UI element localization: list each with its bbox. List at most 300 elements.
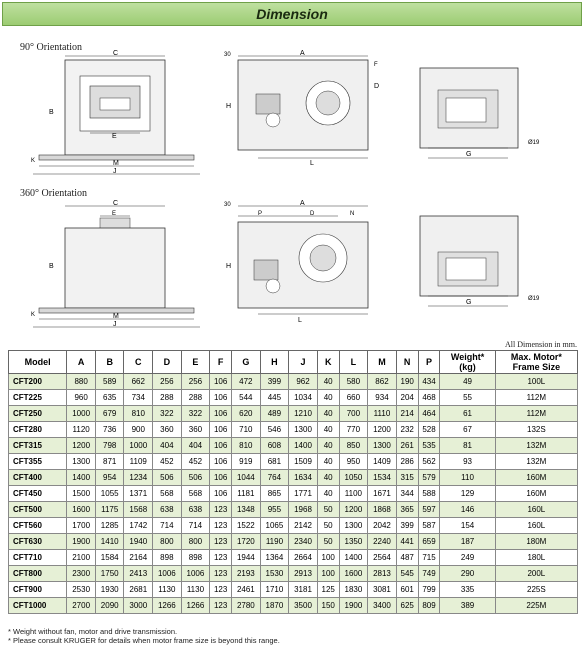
model-cell: CFT280 bbox=[9, 422, 67, 438]
dim-c-label-2: C bbox=[113, 200, 119, 207]
value-cell: 528 bbox=[418, 422, 440, 438]
value-cell: 580 bbox=[339, 374, 368, 390]
dim-a-label-2: A bbox=[300, 200, 305, 207]
value-cell: 100 bbox=[317, 566, 339, 582]
value-cell: 1771 bbox=[289, 486, 318, 502]
value-cell: 50 bbox=[317, 534, 339, 550]
column-header: H bbox=[260, 351, 289, 374]
value-cell: 150 bbox=[317, 598, 339, 614]
model-cell: CFT355 bbox=[9, 454, 67, 470]
value-cell: 472 bbox=[232, 374, 261, 390]
value-cell: 365 bbox=[396, 502, 418, 518]
value-cell: 710 bbox=[232, 422, 261, 438]
value-cell: 180L bbox=[495, 550, 577, 566]
dim-m-label-2: M bbox=[113, 313, 119, 320]
value-cell: 1350 bbox=[339, 534, 368, 550]
value-cell: 1364 bbox=[260, 550, 289, 566]
value-cell: 249 bbox=[440, 550, 495, 566]
value-cell: 1000 bbox=[124, 438, 153, 454]
dimension-table bbox=[8, 350, 578, 614]
dim-h-label-2: H bbox=[226, 263, 232, 270]
value-cell: 1750 bbox=[95, 566, 124, 582]
value-cell: 112M bbox=[495, 406, 577, 422]
column-header: L bbox=[339, 351, 368, 374]
dim-k-label: K bbox=[31, 158, 36, 164]
value-cell: 810 bbox=[232, 438, 261, 454]
orientation-360-label: 360° Orientation bbox=[20, 188, 88, 199]
value-cell: 100 bbox=[317, 550, 339, 566]
value-cell: 360 bbox=[181, 422, 210, 438]
value-cell: 1870 bbox=[260, 598, 289, 614]
value-cell: 1181 bbox=[232, 486, 261, 502]
value-cell: 545 bbox=[396, 566, 418, 582]
value-cell: 1285 bbox=[95, 518, 124, 534]
value-cell: 1200 bbox=[339, 502, 368, 518]
value-cell: 1671 bbox=[368, 486, 397, 502]
value-cell: 2193 bbox=[232, 566, 261, 582]
value-cell: 962 bbox=[289, 374, 318, 390]
value-cell: 588 bbox=[418, 486, 440, 502]
value-cell: 256 bbox=[153, 374, 182, 390]
value-cell: 960 bbox=[67, 390, 96, 406]
value-cell: 50 bbox=[317, 502, 339, 518]
value-cell: 434 bbox=[418, 374, 440, 390]
value-cell: 862 bbox=[368, 374, 397, 390]
dim-k-label-2: K bbox=[31, 312, 36, 318]
value-cell: 2530 bbox=[67, 582, 96, 598]
value-cell: 129 bbox=[440, 486, 495, 502]
value-cell: 132S bbox=[495, 422, 577, 438]
value-cell: 225M bbox=[495, 598, 577, 614]
value-cell: 190 bbox=[396, 374, 418, 390]
column-header: E bbox=[181, 351, 210, 374]
value-cell: 187 bbox=[440, 534, 495, 550]
table-body bbox=[9, 374, 578, 614]
value-cell: 123 bbox=[210, 534, 232, 550]
value-cell: 1266 bbox=[153, 598, 182, 614]
value-cell: 2700 bbox=[67, 598, 96, 614]
column-header: Max. Motor* Frame Size bbox=[495, 351, 577, 374]
value-cell: 1700 bbox=[67, 518, 96, 534]
value-cell: 546 bbox=[260, 422, 289, 438]
value-cell: 3500 bbox=[289, 598, 318, 614]
value-cell: 256 bbox=[181, 374, 210, 390]
value-cell: 112M bbox=[495, 390, 577, 406]
value-cell: 232 bbox=[396, 422, 418, 438]
value-cell: 452 bbox=[181, 454, 210, 470]
dim-30-label-2: 30 bbox=[224, 202, 231, 208]
value-cell: 1300 bbox=[339, 518, 368, 534]
value-cell: 898 bbox=[181, 550, 210, 566]
value-cell: 934 bbox=[368, 390, 397, 406]
value-cell: 123 bbox=[210, 566, 232, 582]
column-header: C bbox=[124, 351, 153, 374]
value-cell: 399 bbox=[260, 374, 289, 390]
value-cell: 770 bbox=[339, 422, 368, 438]
table-row bbox=[9, 598, 578, 614]
value-cell: 1600 bbox=[67, 502, 96, 518]
value-cell: 568 bbox=[153, 486, 182, 502]
footnote-motor: * Please consult KRUGER for details when motor frame size is beyond this range. bbox=[8, 636, 280, 645]
value-cell: 799 bbox=[418, 582, 440, 598]
value-cell: 715 bbox=[418, 550, 440, 566]
value-cell: 900 bbox=[124, 422, 153, 438]
value-cell: 2164 bbox=[124, 550, 153, 566]
dim-e-label-2: E bbox=[112, 211, 117, 217]
column-header: J bbox=[289, 351, 318, 374]
value-cell: 81 bbox=[440, 438, 495, 454]
value-cell: 335 bbox=[440, 582, 495, 598]
column-header: P bbox=[418, 351, 440, 374]
value-cell: 1175 bbox=[95, 502, 124, 518]
value-cell: 700 bbox=[339, 406, 368, 422]
value-cell: 1400 bbox=[289, 438, 318, 454]
value-cell: 1050 bbox=[339, 470, 368, 486]
value-cell: 154 bbox=[440, 518, 495, 534]
value-cell: 315 bbox=[396, 470, 418, 486]
value-cell: 160L bbox=[495, 502, 577, 518]
value-cell: 40 bbox=[317, 390, 339, 406]
value-cell: 608 bbox=[260, 438, 289, 454]
dim-j-label-2: J bbox=[113, 321, 117, 328]
value-cell: 1300 bbox=[368, 438, 397, 454]
table-row bbox=[9, 534, 578, 550]
value-cell: 1710 bbox=[260, 582, 289, 598]
value-cell: 659 bbox=[418, 534, 440, 550]
value-cell: 67 bbox=[440, 422, 495, 438]
value-cell: 61 bbox=[440, 406, 495, 422]
value-cell: 1190 bbox=[260, 534, 289, 550]
value-cell: 322 bbox=[181, 406, 210, 422]
value-cell: 1509 bbox=[289, 454, 318, 470]
table-row bbox=[9, 374, 578, 390]
value-cell: 40 bbox=[317, 470, 339, 486]
value-cell: 344 bbox=[396, 486, 418, 502]
footnotes bbox=[8, 627, 280, 645]
value-cell: 3181 bbox=[289, 582, 318, 598]
dim-g-label-2: G bbox=[466, 299, 472, 306]
value-cell: 1006 bbox=[153, 566, 182, 582]
column-header: B bbox=[95, 351, 124, 374]
value-cell: 2100 bbox=[67, 550, 96, 566]
value-cell: 810 bbox=[124, 406, 153, 422]
dim-e-label: E bbox=[112, 133, 117, 140]
value-cell: 286 bbox=[396, 454, 418, 470]
column-header: F bbox=[210, 351, 232, 374]
model-cell: CFT900 bbox=[9, 582, 67, 598]
value-cell: 2664 bbox=[289, 550, 318, 566]
value-cell: 1940 bbox=[124, 534, 153, 550]
value-cell: 1410 bbox=[95, 534, 124, 550]
value-cell: 40 bbox=[317, 486, 339, 502]
value-cell: 2780 bbox=[232, 598, 261, 614]
value-cell: 132M bbox=[495, 438, 577, 454]
value-cell: 919 bbox=[232, 454, 261, 470]
value-cell: 681 bbox=[260, 454, 289, 470]
value-cell: 880 bbox=[67, 374, 96, 390]
value-cell: 2564 bbox=[368, 550, 397, 566]
dim-b-label: B bbox=[49, 109, 54, 116]
dim-30-label: 30 bbox=[224, 52, 231, 58]
dim-f-label: F bbox=[374, 62, 378, 68]
value-cell: 798 bbox=[95, 438, 124, 454]
value-cell: 55 bbox=[440, 390, 495, 406]
table-row bbox=[9, 470, 578, 486]
orientation-90-label: 90° Orientation bbox=[20, 42, 83, 53]
value-cell: 1100 bbox=[339, 486, 368, 502]
value-cell: 468 bbox=[418, 390, 440, 406]
value-cell: 487 bbox=[396, 550, 418, 566]
table-row bbox=[9, 406, 578, 422]
value-cell: 736 bbox=[95, 422, 124, 438]
value-cell: 106 bbox=[210, 390, 232, 406]
value-cell: 535 bbox=[418, 438, 440, 454]
value-cell: 1200 bbox=[67, 438, 96, 454]
value-cell: 50 bbox=[317, 518, 339, 534]
value-cell: 1500 bbox=[67, 486, 96, 502]
hole-diameter-label: Ø19 bbox=[528, 140, 540, 146]
value-cell: 110 bbox=[440, 470, 495, 486]
value-cell: 1930 bbox=[95, 582, 124, 598]
value-cell: 360 bbox=[153, 422, 182, 438]
front-view-360-drawing bbox=[25, 198, 205, 333]
model-cell: CFT315 bbox=[9, 438, 67, 454]
value-cell: 1371 bbox=[124, 486, 153, 502]
value-cell: 506 bbox=[153, 470, 182, 486]
value-cell: 123 bbox=[210, 518, 232, 534]
value-cell: 898 bbox=[153, 550, 182, 566]
model-cell: CFT710 bbox=[9, 550, 67, 566]
value-cell: 1534 bbox=[368, 470, 397, 486]
value-cell: 106 bbox=[210, 406, 232, 422]
value-cell: 850 bbox=[339, 438, 368, 454]
value-cell: 1234 bbox=[124, 470, 153, 486]
value-cell: 160M bbox=[495, 470, 577, 486]
table-row bbox=[9, 518, 578, 534]
value-cell: 625 bbox=[396, 598, 418, 614]
value-cell: 809 bbox=[418, 598, 440, 614]
model-cell: CFT500 bbox=[9, 502, 67, 518]
value-cell: 2681 bbox=[124, 582, 153, 598]
value-cell: 204 bbox=[396, 390, 418, 406]
table-row bbox=[9, 454, 578, 470]
value-cell: 225S bbox=[495, 582, 577, 598]
value-cell: 3081 bbox=[368, 582, 397, 598]
value-cell: 589 bbox=[95, 374, 124, 390]
value-cell: 2813 bbox=[368, 566, 397, 582]
value-cell: 389 bbox=[440, 598, 495, 614]
value-cell: 1409 bbox=[368, 454, 397, 470]
value-cell: 638 bbox=[153, 502, 182, 518]
model-cell: CFT450 bbox=[9, 486, 67, 502]
value-cell: 123 bbox=[210, 502, 232, 518]
table-row bbox=[9, 502, 578, 518]
dim-d-label-2: D bbox=[310, 211, 315, 217]
value-cell: 180M bbox=[495, 534, 577, 550]
value-cell: 954 bbox=[95, 470, 124, 486]
value-cell: 200L bbox=[495, 566, 577, 582]
value-cell: 2240 bbox=[368, 534, 397, 550]
value-cell: 288 bbox=[181, 390, 210, 406]
dim-m-label: M bbox=[113, 160, 119, 167]
table-row bbox=[9, 390, 578, 406]
model-cell: CFT560 bbox=[9, 518, 67, 534]
value-cell: 125 bbox=[317, 582, 339, 598]
value-cell: 635 bbox=[95, 390, 124, 406]
value-cell: 399 bbox=[396, 518, 418, 534]
value-cell: 1634 bbox=[289, 470, 318, 486]
value-cell: 1944 bbox=[232, 550, 261, 566]
model-cell: CFT1000 bbox=[9, 598, 67, 614]
value-cell: 1400 bbox=[67, 470, 96, 486]
value-cell: 160M bbox=[495, 486, 577, 502]
value-cell: 445 bbox=[260, 390, 289, 406]
value-cell: 1400 bbox=[339, 550, 368, 566]
table-row bbox=[9, 550, 578, 566]
value-cell: 1348 bbox=[232, 502, 261, 518]
value-cell: 464 bbox=[418, 406, 440, 422]
column-header: M bbox=[368, 351, 397, 374]
value-cell: 1900 bbox=[339, 598, 368, 614]
value-cell: 1868 bbox=[368, 502, 397, 518]
value-cell: 441 bbox=[396, 534, 418, 550]
value-cell: 1300 bbox=[67, 454, 96, 470]
footnote-weight: * Weight without fan, motor and drive transmission. bbox=[8, 627, 178, 636]
value-cell: 1530 bbox=[260, 566, 289, 582]
model-cell: CFT400 bbox=[9, 470, 67, 486]
value-cell: 2300 bbox=[67, 566, 96, 582]
value-cell: 1055 bbox=[95, 486, 124, 502]
dim-l-label: L bbox=[310, 160, 314, 167]
value-cell: 587 bbox=[418, 518, 440, 534]
table-row bbox=[9, 582, 578, 598]
value-cell: 800 bbox=[181, 534, 210, 550]
value-cell: 3400 bbox=[368, 598, 397, 614]
value-cell: 1130 bbox=[153, 582, 182, 598]
table-row bbox=[9, 438, 578, 454]
value-cell: 506 bbox=[181, 470, 210, 486]
column-header: K bbox=[317, 351, 339, 374]
value-cell: 2090 bbox=[95, 598, 124, 614]
value-cell: 123 bbox=[210, 582, 232, 598]
section-header bbox=[2, 2, 582, 26]
value-cell: 1200 bbox=[368, 422, 397, 438]
value-cell: 562 bbox=[418, 454, 440, 470]
column-header: G bbox=[232, 351, 261, 374]
value-cell: 106 bbox=[210, 454, 232, 470]
dim-a-label: A bbox=[300, 50, 305, 57]
value-cell: 146 bbox=[440, 502, 495, 518]
value-cell: 40 bbox=[317, 374, 339, 390]
value-cell: 160L bbox=[495, 518, 577, 534]
dim-d-label: D bbox=[374, 83, 380, 90]
value-cell: 950 bbox=[339, 454, 368, 470]
value-cell: 40 bbox=[317, 422, 339, 438]
value-cell: 123 bbox=[210, 598, 232, 614]
value-cell: 1210 bbox=[289, 406, 318, 422]
column-header: Model bbox=[9, 351, 67, 374]
value-cell: 1584 bbox=[95, 550, 124, 566]
table-row bbox=[9, 486, 578, 502]
value-cell: 290 bbox=[440, 566, 495, 582]
value-cell: 660 bbox=[339, 390, 368, 406]
value-cell: 106 bbox=[210, 470, 232, 486]
value-cell: 261 bbox=[396, 438, 418, 454]
value-cell: 404 bbox=[153, 438, 182, 454]
value-cell: 404 bbox=[181, 438, 210, 454]
value-cell: 579 bbox=[418, 470, 440, 486]
model-cell: CFT225 bbox=[9, 390, 67, 406]
value-cell: 1109 bbox=[124, 454, 153, 470]
value-cell: 132M bbox=[495, 454, 577, 470]
value-cell: 1300 bbox=[289, 422, 318, 438]
value-cell: 955 bbox=[260, 502, 289, 518]
value-cell: 568 bbox=[181, 486, 210, 502]
column-header: Weight* (kg) bbox=[440, 351, 495, 374]
value-cell: 40 bbox=[317, 438, 339, 454]
value-cell: 1044 bbox=[232, 470, 261, 486]
value-cell: 1720 bbox=[232, 534, 261, 550]
model-cell: CFT800 bbox=[9, 566, 67, 582]
value-cell: 1830 bbox=[339, 582, 368, 598]
value-cell: 2340 bbox=[289, 534, 318, 550]
value-cell: 1130 bbox=[181, 582, 210, 598]
dim-g-label: G bbox=[466, 151, 472, 158]
rear-view-360-drawing bbox=[398, 210, 558, 320]
value-cell: 1522 bbox=[232, 518, 261, 534]
dim-l-label-2: L bbox=[298, 317, 302, 324]
value-cell: 764 bbox=[260, 470, 289, 486]
value-cell: 1266 bbox=[181, 598, 210, 614]
value-cell: 123 bbox=[210, 550, 232, 566]
value-cell: 1000 bbox=[67, 406, 96, 422]
hole-diameter-label-2: Ø19 bbox=[528, 296, 540, 302]
value-cell: 106 bbox=[210, 422, 232, 438]
value-cell: 40 bbox=[317, 406, 339, 422]
value-cell: 1110 bbox=[368, 406, 397, 422]
value-cell: 601 bbox=[396, 582, 418, 598]
rear-view-90-drawing bbox=[398, 62, 558, 172]
value-cell: 2461 bbox=[232, 582, 261, 598]
value-cell: 865 bbox=[260, 486, 289, 502]
table-row bbox=[9, 566, 578, 582]
units-note: All Dimension in mm. bbox=[505, 340, 577, 349]
dim-b-label-2: B bbox=[49, 263, 54, 270]
column-header: N bbox=[396, 351, 418, 374]
value-cell: 734 bbox=[124, 390, 153, 406]
value-cell: 106 bbox=[210, 438, 232, 454]
dim-j-label: J bbox=[113, 168, 117, 175]
value-cell: 871 bbox=[95, 454, 124, 470]
dim-c-label: C bbox=[113, 50, 119, 57]
value-cell: 322 bbox=[153, 406, 182, 422]
column-header: A bbox=[67, 351, 96, 374]
value-cell: 93 bbox=[440, 454, 495, 470]
value-cell: 1600 bbox=[339, 566, 368, 582]
value-cell: 1568 bbox=[124, 502, 153, 518]
section-title: Dimension bbox=[256, 6, 328, 22]
value-cell: 2042 bbox=[368, 518, 397, 534]
model-cell: CFT200 bbox=[9, 374, 67, 390]
value-cell: 489 bbox=[260, 406, 289, 422]
value-cell: 1034 bbox=[289, 390, 318, 406]
value-cell: 1900 bbox=[67, 534, 96, 550]
dim-h-label: H bbox=[226, 103, 232, 110]
value-cell: 1120 bbox=[67, 422, 96, 438]
dim-p-label: P bbox=[258, 211, 263, 217]
column-header: D bbox=[153, 351, 182, 374]
value-cell: 3000 bbox=[124, 598, 153, 614]
